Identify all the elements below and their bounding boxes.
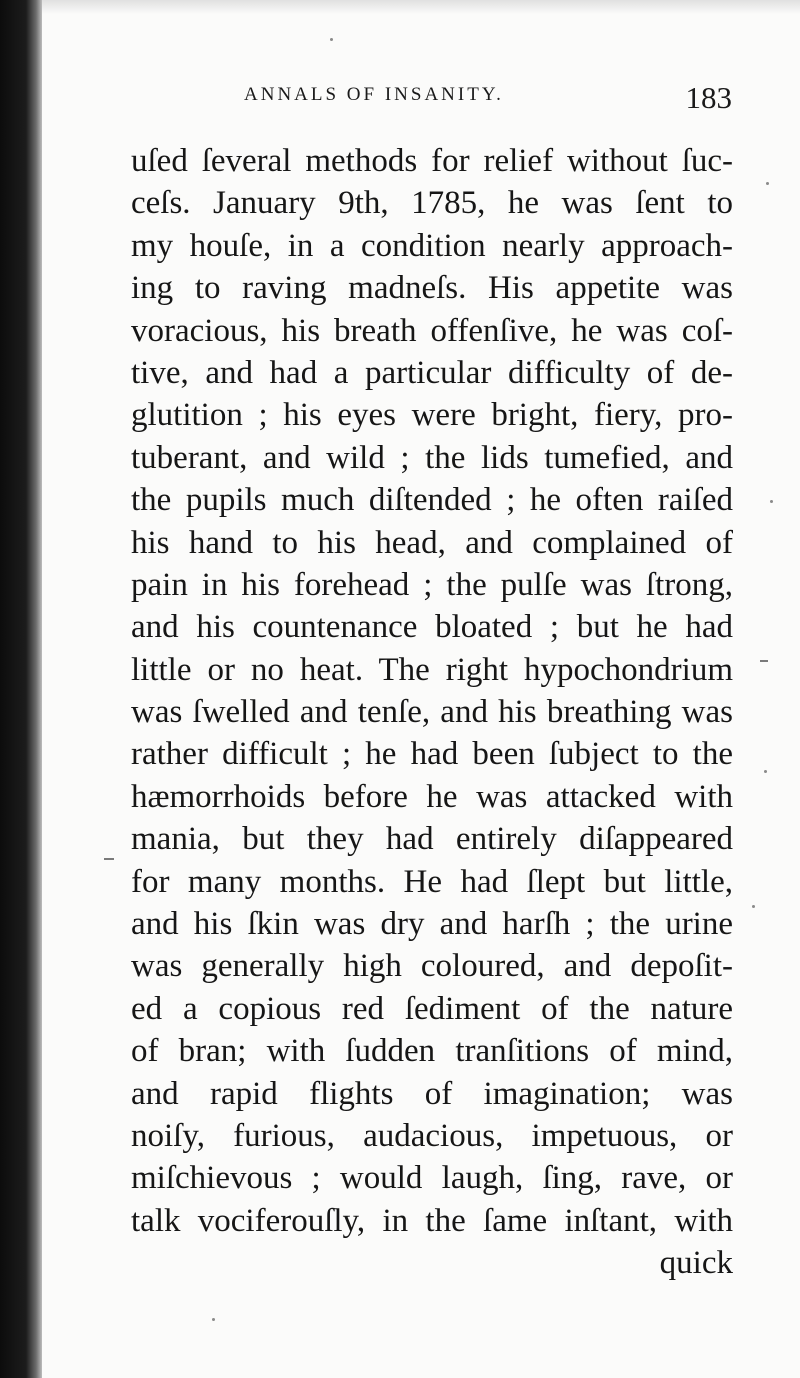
text-line: tuberant, and wild ; the lids tumefied, and: [131, 439, 733, 476]
text-line: for many months. He had ſlept but little,: [131, 863, 733, 900]
catchword: quick: [659, 1245, 733, 1282]
page-number: 183: [685, 80, 732, 115]
text-line: tive, and had a particular difficulty of de-: [131, 354, 733, 391]
text-line: uſed ſeveral methods for relief without ſuc-: [131, 143, 733, 179]
paper-speck: [330, 38, 333, 41]
text-line: hæmorrhoids before he was attacked with: [131, 778, 733, 815]
text-line: of bran; with ſudden tranſitions of mind,: [131, 1033, 733, 1070]
text-line: little or no heat. The right hypochondrium: [131, 651, 733, 688]
paper-speck: [770, 500, 773, 503]
paper-speck: [212, 1318, 215, 1321]
text-line: his hand to his head, and complained of: [131, 524, 733, 561]
text-line: pain in his forehead ; the pulſe was ſtrong,: [131, 566, 733, 603]
text-line: ing to raving madneſs. His appetite was: [131, 270, 733, 307]
running-head: ANNALS OF INSANITY.: [244, 84, 504, 105]
paper-speck: [752, 905, 755, 908]
text-line: my houſe, in a condition nearly approach-: [131, 227, 733, 264]
text-line: was ſwelled and tenſe, and his breathing was: [131, 694, 733, 731]
text-line: talk vociferouſly, in the ſame inſtant, with: [131, 1202, 733, 1239]
text-line: mania, but they had entirely diſappeared: [131, 821, 733, 858]
page-top-shading: [42, 0, 800, 14]
text-line: miſchievous ; would laugh, ſing, rave, or: [131, 1160, 733, 1197]
paper-speck: [764, 770, 767, 773]
text-line: was generally high coloured, and depoſit-: [131, 948, 733, 985]
text-line: and his ſkin was dry and harſh ; the urine: [131, 906, 733, 943]
text-line: and his countenance bloated ; but he had: [131, 609, 733, 646]
text-line: glutition ; his eyes were bright, fiery, pro-: [131, 397, 733, 434]
text-line: and rapid flights of imagination; was: [131, 1075, 733, 1112]
paper-speck: [766, 182, 769, 185]
text-line: the pupils much diſtended ; he often raiſed: [131, 482, 733, 519]
body-text: [131, 140, 733, 1285]
book-gutter-shadow: [0, 0, 44, 1378]
text-line: ceſs. January 9th, 1785, he was ſent to: [131, 185, 733, 222]
text-line: rather difficult ; he had been ſubject to the: [131, 736, 733, 773]
text-line: noiſy, furious, audacious, impetuous, or: [131, 1117, 733, 1154]
paper-mark: [104, 858, 114, 860]
text-line: voracious, his breath offenſive, he was coſ-: [131, 312, 733, 349]
text-line: ed a copious red ſediment of the nature: [131, 990, 733, 1027]
paper-mark: [760, 660, 768, 662]
